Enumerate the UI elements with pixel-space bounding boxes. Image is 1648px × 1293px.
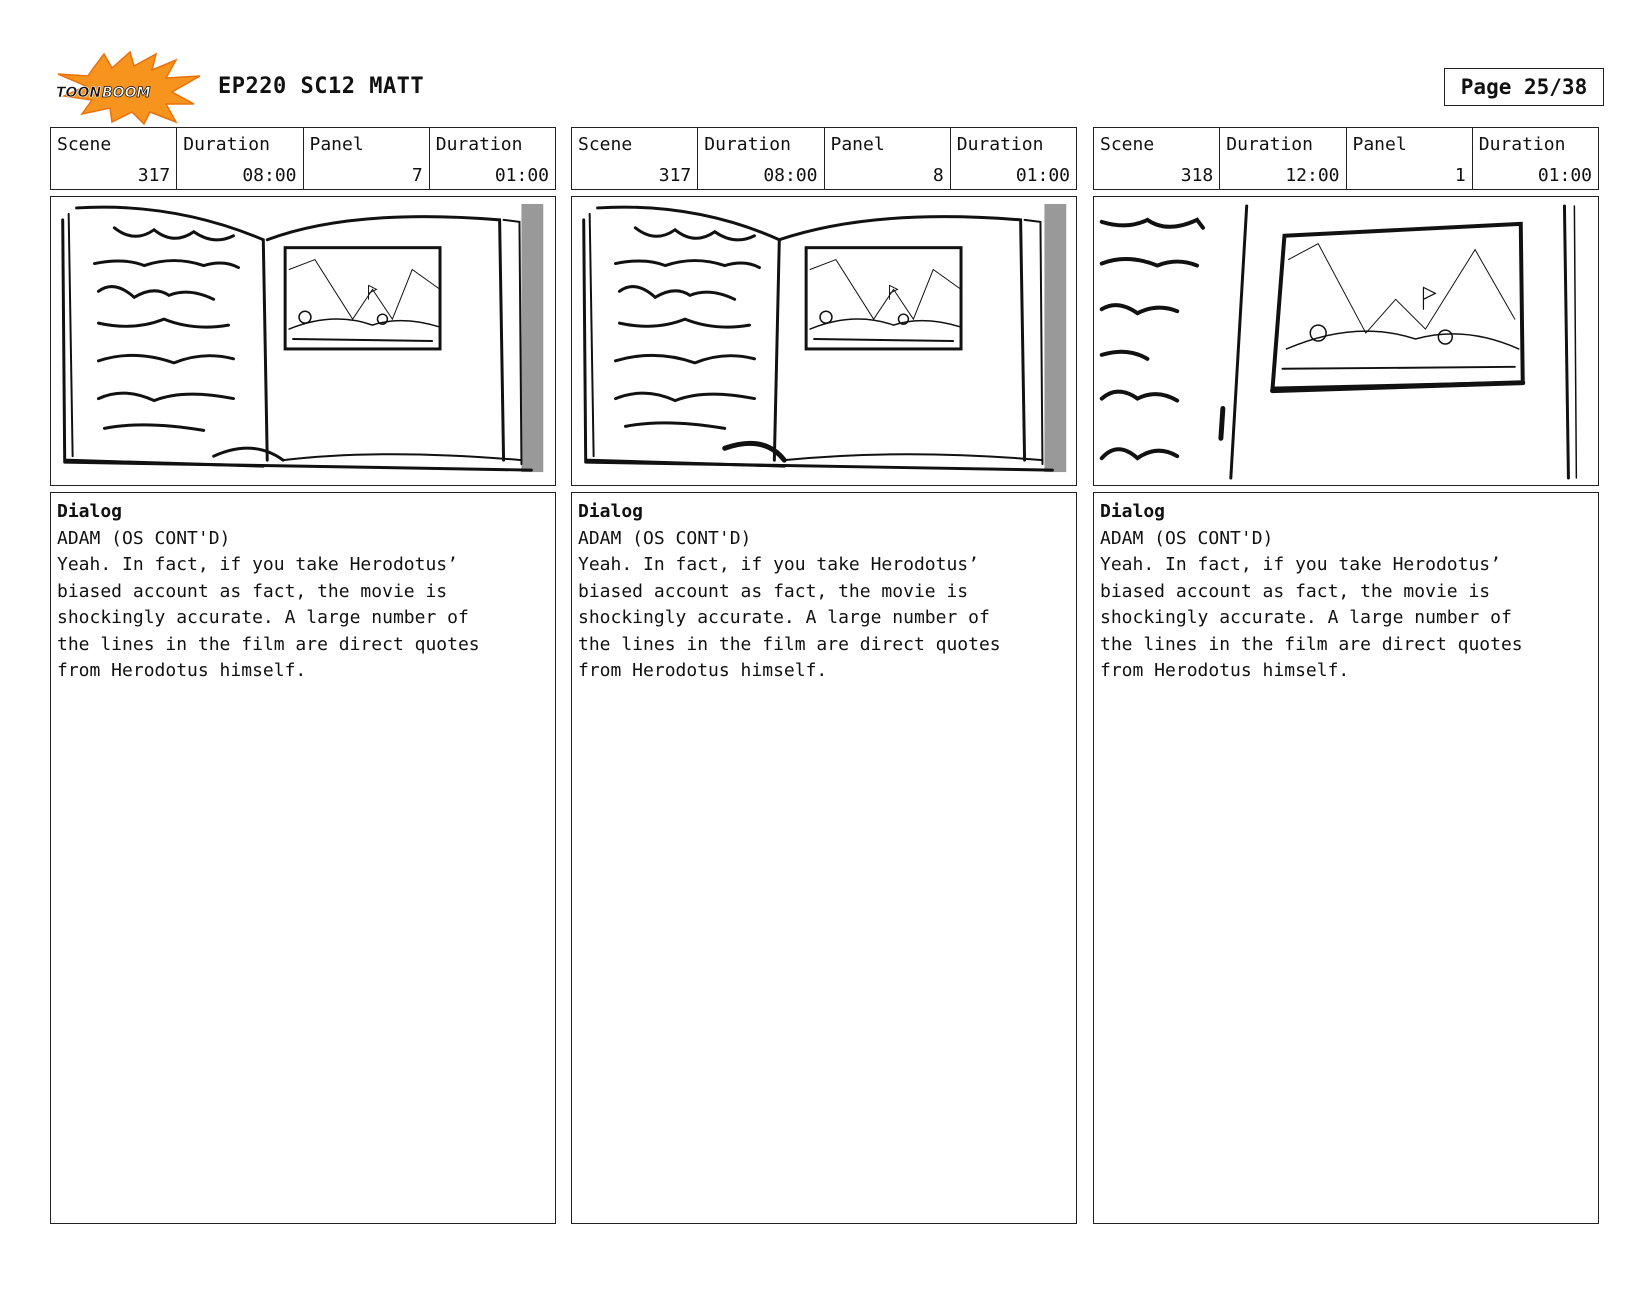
panel-image-frame (571, 196, 1077, 486)
panel-duration: 01:00 (1537, 165, 1592, 186)
panel-info-bar (50, 127, 556, 190)
dialog-speaker: ADAM (OS CONT'D) (578, 527, 752, 549)
scene-number: 318 (1180, 165, 1214, 186)
scene-duration-cell (1220, 128, 1346, 189)
dialog-text: Yeah. In fact, if you take Herodotus’ biased account as fact, the movie is shockingly accurate. A large number of the lines in the film are direct quotes from Herodotus himself. (578, 554, 1001, 681)
storyboard-panel (50, 127, 556, 1224)
panel-image-frame (1093, 196, 1599, 486)
panel-cell (1347, 128, 1473, 189)
scene-number: 317 (137, 165, 171, 186)
panel-cell (304, 128, 430, 189)
panel-number: 7 (411, 165, 423, 186)
panel-duration-cell (951, 128, 1076, 189)
svg-text:TOON: TOON (56, 85, 102, 101)
dialog-box (1093, 492, 1599, 1224)
dialog-heading: Dialog (57, 501, 123, 522)
dialog-text: Yeah. In fact, if you take Herodotus’ biased account as fact, the movie is shockingly accurate. A large number of the lines in the film are direct quotes from Herodotus himself. (1100, 554, 1523, 681)
scene-duration-cell (177, 128, 303, 189)
panel-image-frame (50, 196, 556, 486)
panel-duration: 01:00 (1015, 165, 1070, 186)
scene-number: 317 (658, 165, 692, 186)
panel-label: Panel (830, 134, 885, 155)
dialog-heading: Dialog (578, 501, 644, 522)
dialog-heading: Dialog (1100, 501, 1166, 522)
open-book-sketch (54, 200, 552, 482)
panel-label: Panel (1352, 134, 1407, 155)
scene-duration: 08:00 (242, 165, 297, 186)
scene-label: Scene (1100, 134, 1155, 155)
dialog-box (571, 492, 1077, 1224)
svg-text:BOOM: BOOM (102, 85, 151, 101)
scene-duration: 08:00 (763, 165, 818, 186)
panel-duration-cell (430, 128, 555, 189)
open-book-sketch (575, 200, 1073, 482)
page-number: Page 25/38 (1444, 68, 1604, 106)
panel-number: 8 (932, 165, 944, 186)
scene-duration-cell (698, 128, 824, 189)
toonboom-logo (52, 50, 202, 126)
storyboard-panel (571, 127, 1077, 1224)
panel-info-bar (1093, 127, 1599, 190)
scene-label: Scene (578, 134, 633, 155)
scene-duration: 12:00 (1285, 165, 1340, 186)
panel-duration-cell (1473, 128, 1598, 189)
scene-cell (51, 128, 177, 189)
panel-cell (825, 128, 951, 189)
panel-number: 1 (1454, 165, 1466, 186)
duration-label: Duration (1226, 134, 1313, 155)
page-title: EP220 SC12 MATT (218, 74, 425, 99)
panel-duration: 01:00 (494, 165, 549, 186)
duration-label: Duration (435, 134, 523, 155)
duration-label: Duration (956, 134, 1044, 155)
duration-label: Duration (183, 134, 270, 155)
duration-label: Duration (704, 134, 791, 155)
dialog-box (50, 492, 556, 1224)
scene-cell (1094, 128, 1220, 189)
closeup-book-sketch (1097, 200, 1595, 482)
storyboard-panel (1093, 127, 1599, 1224)
panel-label: Panel (309, 134, 364, 155)
dialog-speaker: ADAM (OS CONT'D) (1100, 527, 1274, 549)
scene-label: Scene (57, 134, 112, 155)
panel-info-bar (571, 127, 1077, 190)
dialog-text: Yeah. In fact, if you take Herodotus’ biased account as fact, the movie is shockingly accurate. A large number of the lines in the film are direct quotes from Herodotus himself. (57, 554, 480, 681)
scene-cell (572, 128, 698, 189)
duration-label: Duration (1478, 134, 1566, 155)
dialog-speaker: ADAM (OS CONT'D) (57, 527, 231, 549)
